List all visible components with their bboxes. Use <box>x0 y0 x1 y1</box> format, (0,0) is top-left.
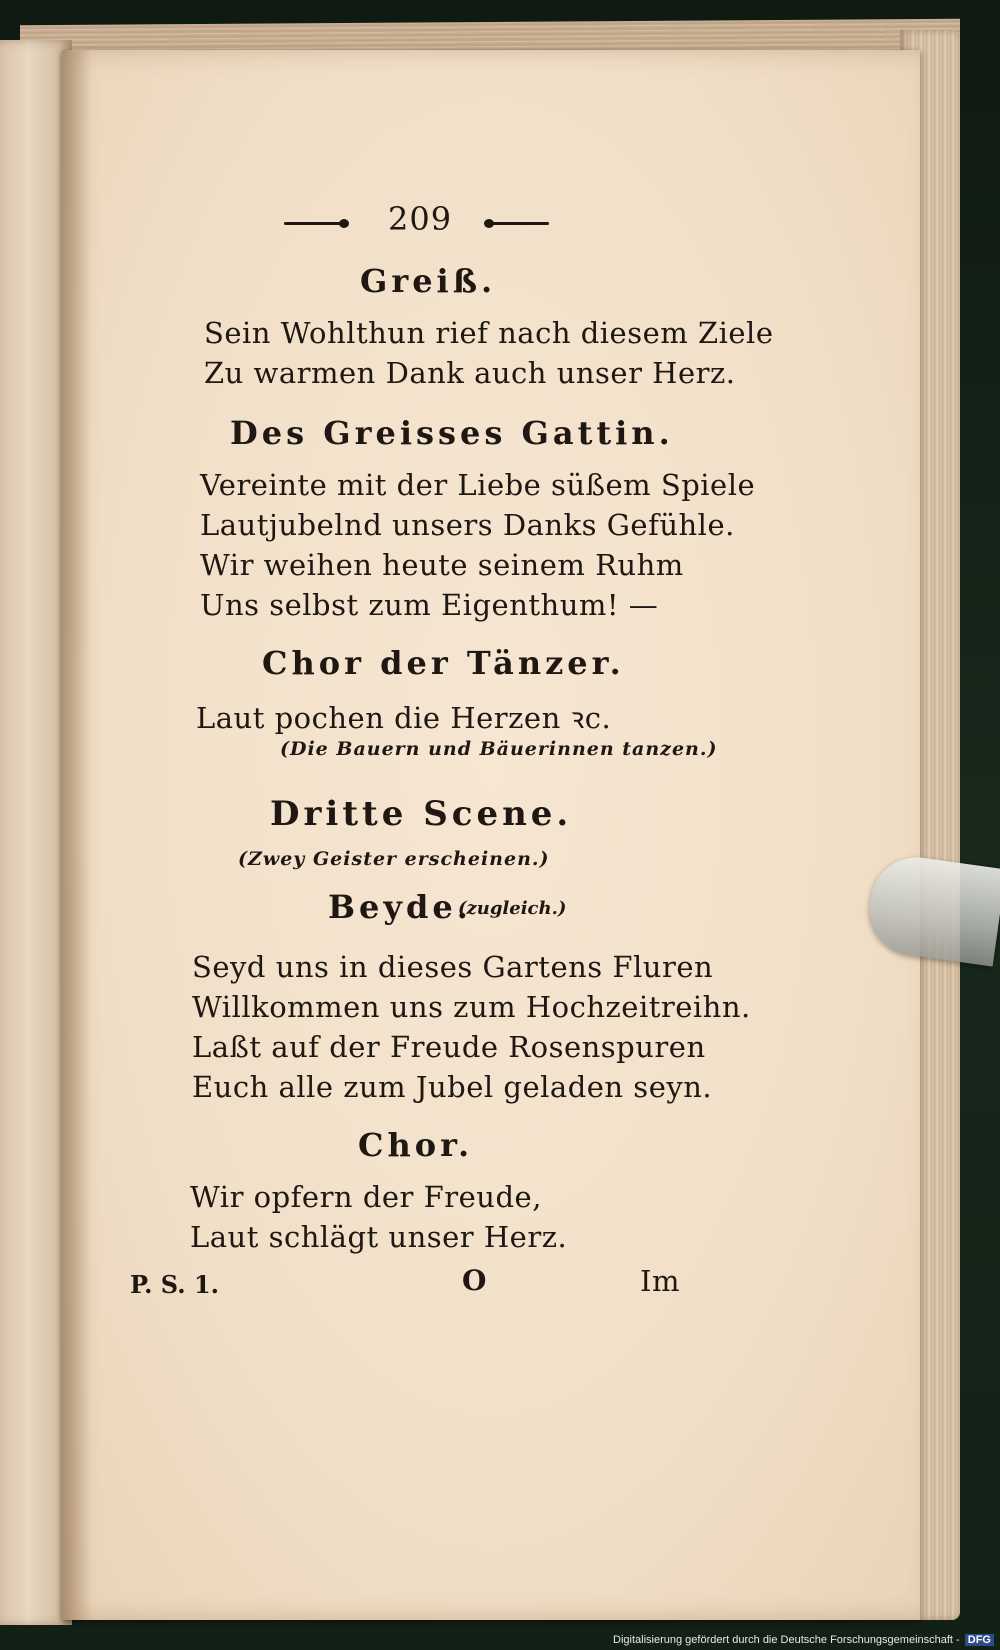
gathering-letter: O <box>462 1264 487 1297</box>
credit-text: Digitalisierung gefördert durch die Deutsche Forschungsgemeinschaft - <box>613 1634 960 1646</box>
verse-line: Vereinte mit der Liebe süßem Spiele <box>200 468 756 502</box>
verse-line: Sein Wohlthun rief nach diesem Ziele <box>204 316 774 350</box>
stage-direction: (Zwey Geister erscheinen.) <box>238 848 550 870</box>
page-number: 209 <box>388 200 453 238</box>
speaker-heading: Greiß. <box>360 262 497 300</box>
verse-line: Laut schlägt unser Herz. <box>190 1220 568 1254</box>
catchword: Im <box>640 1264 680 1298</box>
page-text <box>62 50 920 1620</box>
verse-line: Lautjubelnd unsers Danks Gefühle. <box>200 508 735 542</box>
verse-line: Wir weihen heute seinem Ruhm <box>200 548 684 582</box>
verse-line: Laut pochen die Herzen ꝛc. <box>196 701 612 735</box>
verse-line: Euch alle zum Jubel geladen seyn. <box>192 1070 713 1104</box>
speaker-note: (zugleich.) <box>458 898 567 919</box>
ornament-left <box>284 218 346 228</box>
book-page <box>62 50 920 1620</box>
speaker-heading: Chor der Tänzer. <box>262 644 625 682</box>
speaker-heading: Beyde. <box>328 888 472 926</box>
scene-title: Dritte Scene. <box>270 794 573 834</box>
digitization-credit <box>613 1634 994 1646</box>
verse-line: Uns selbst zum Eigenthum! — <box>200 588 659 622</box>
dfg-logo: DFG <box>965 1634 994 1646</box>
verse-line: Wir opfern der Freude, <box>190 1180 542 1214</box>
verse-line: Willkommen uns zum Hochzeitreihn. <box>192 990 751 1024</box>
stage-direction: (Die Bauern und Bäuerinnen tanzen.) <box>280 738 718 760</box>
signature-mark: P. S. 1. <box>130 1270 220 1299</box>
verse-line: Zu warmen Dank auch unser Herz. <box>204 356 736 390</box>
verse-line: Laßt auf der Freude Rosenspuren <box>192 1030 706 1064</box>
ornament-right <box>487 218 549 228</box>
speaker-heading: Chor. <box>358 1126 474 1164</box>
verse-line: Seyd uns in dieses Gartens Fluren <box>192 950 714 984</box>
speaker-heading: Des Greisses Gattin. <box>230 414 674 452</box>
